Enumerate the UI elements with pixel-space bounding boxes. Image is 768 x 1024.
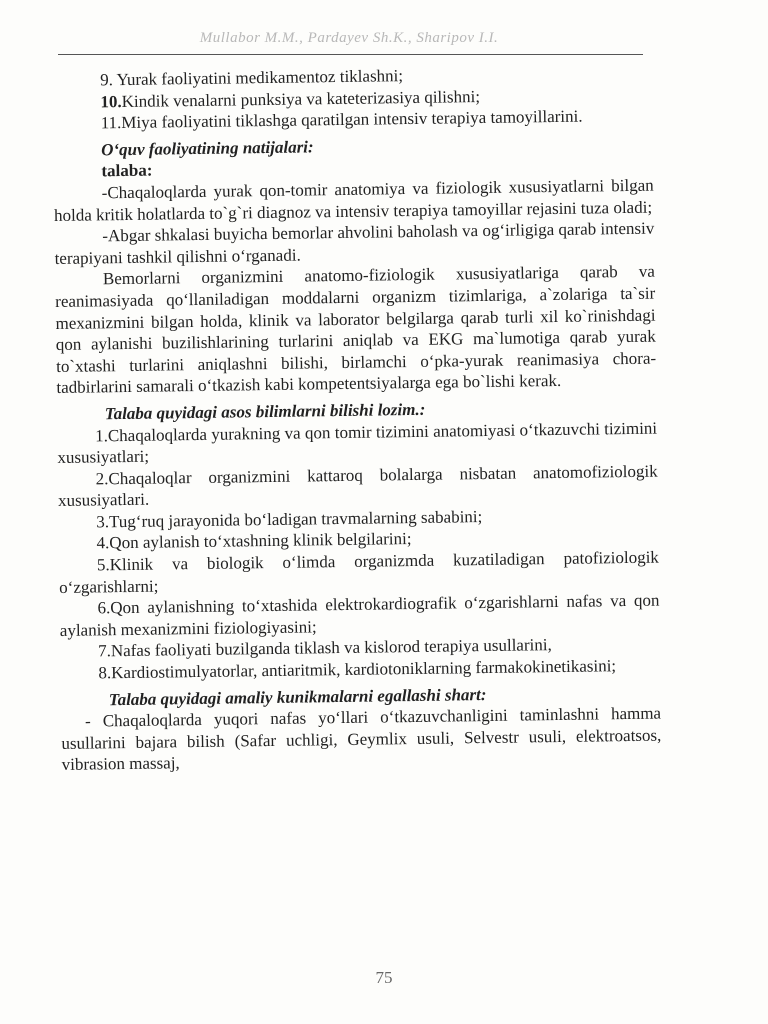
page-body: [52, 62, 662, 776]
outcome-paragraph-3: Bemorlarni organizmini anatomo-fiziologik xususiyatlariga qarab va reanimasiyada qo‘llaniladigan moddalarni organizm tizimlariga, a`zolariga ta`sir mexanizmini bilgan holda, klinik va laborator belgilarga qarab turli xil ko`rinishdagi qon aylanishi buzilishlarining turlarini aniqlab va EKG ma`lumotiga qarab yurak to`xtashi turlarini aniqlashni bilishi, birlamchi o‘pka-yurak reanimasiya chora-tadbirlarini samarali o‘tkazish kabi kompetentsiyalarga ega bo`lishi kerak.: [55, 261, 657, 398]
outcomes-heading: O‘quv faoliyatining natijalari:: [100, 137, 314, 160]
page-number: 75: [375, 968, 393, 987]
skills-paragraph-1: - Chaqaloqlarda yuqori nafas yo‘llari o‘tkazuvchanligini taminlashni hamma usullarini bajara bilish (Safar uchligi, Geymlix usuli, Selvestr usuli, elektroatsos, vibrasion massaj,: [61, 703, 662, 775]
list-item-10-text: Kindik venalarni punksiya va kateterizasiya qilishni;: [121, 86, 481, 111]
knowledge-item-5: 5.Klinik va biologik o‘limda organizmda kuzatiladigan patofiziologik o‘zgarishlarni;: [59, 547, 659, 597]
knowledge-item-7: 7.Nafas faoliyati buzilganda tiklash va kislorod terapiya usullarini,: [97, 635, 552, 661]
list-item-9: 9. Yurak faoliyatini medikamentoz tiklashni;: [100, 66, 404, 90]
list-item-11: 11.Miya faoliyatini tiklashga qaratilgan intensiv terapiya tamoyillarini.: [100, 106, 583, 133]
knowledge-item-2: 2.Chaqaloqlar organizmini kattaroq bolalarga nisbatan anatomofiziologik xususiyatlari.: [57, 461, 658, 511]
knowledge-item-6: 6.Qon aylanishning to‘xtashida elektrokardiografik o‘zgarishlarni nafas va qon aylanish mexanizmini fiziologiyasini;: [59, 590, 660, 640]
outcome-paragraph-1: -Chaqaloqlarda yurak qon-tomir anatomiya va fiziologik xususiyatlarni bilgan holda kritik holatlarda to`g`ri diagnoz va intensiv terapiya tamoyillar rejasini tuza oladi;: [53, 175, 654, 225]
knowledge-item-1: 1.Chaqaloqlarda yurakning va qon tomir tizimini anatomiyasi o‘tkazuvchi tizimini xususiyatlari;: [57, 418, 658, 468]
header-rule: [58, 54, 643, 55]
knowledge-heading: Talaba quyidagi asos bilimlarni bilishi lozim.:: [104, 399, 426, 424]
outcome-paragraph-2: -Abgar shkalasi buyicha bemorlar ahvolini baholash va og‘irligiga qarab intensiv terapiyani tashkil qilishni o‘rganadi.: [54, 218, 655, 268]
list-item-10-number: 10.: [100, 91, 122, 111]
knowledge-item-4: 4.Qon aylanish to‘xtashning klinik belgilarini;: [96, 529, 412, 553]
running-header: Mullabor M.M., Pardayev Sh.K., Sharipov I.I.: [199, 30, 499, 46]
knowledge-item-3: 3.Tug‘ruq jarayonida bo‘ladigan travmalarning sababini;: [96, 506, 483, 532]
skills-heading: Talaba quyidagi amaliy kunikmalarni egallashi shart:: [108, 684, 487, 709]
student-label: talaba:: [101, 160, 153, 181]
knowledge-item-8: 8.Kardiostimulyatorlar, antiaritmik, kardiotoniklarning farmakokinetikasini;: [98, 656, 617, 683]
